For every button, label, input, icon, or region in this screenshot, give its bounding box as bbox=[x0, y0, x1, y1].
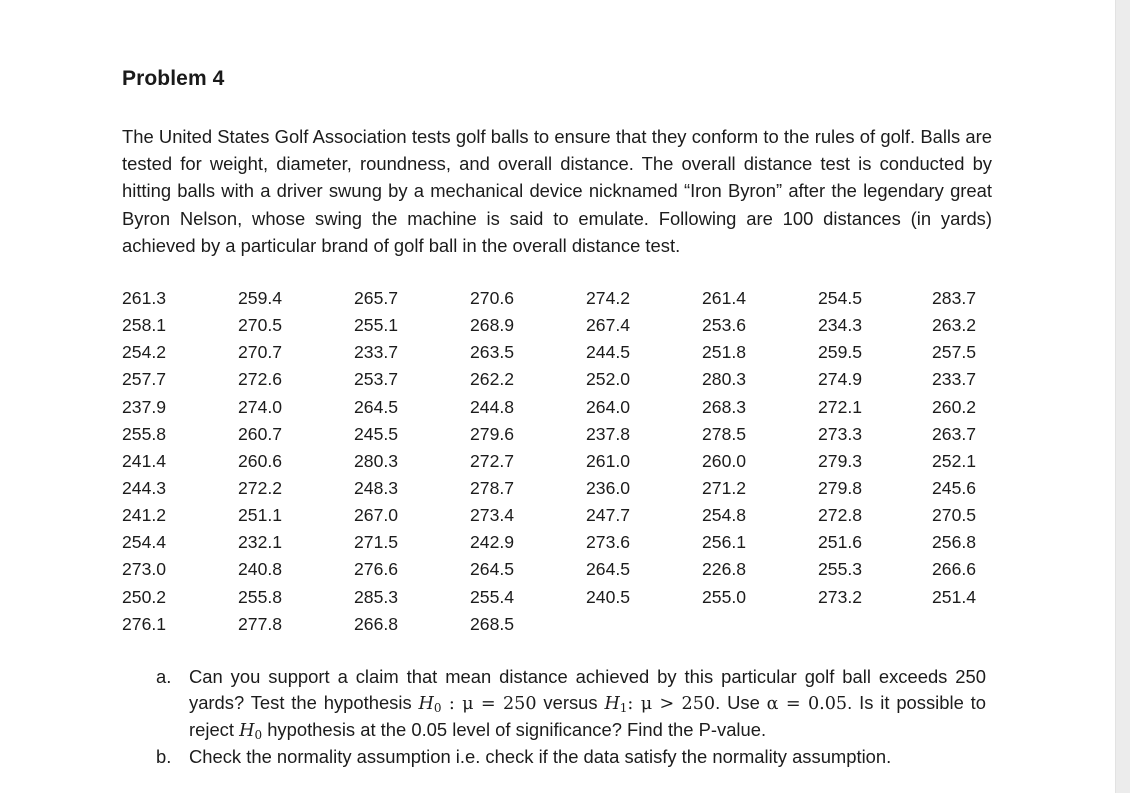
distance-cell: 265.7 bbox=[354, 288, 399, 309]
distance-cell: 272.2 bbox=[238, 478, 283, 499]
distance-cell: 279.8 bbox=[818, 478, 863, 499]
distance-cell: 256.1 bbox=[702, 532, 747, 553]
distance-cell bbox=[702, 611, 818, 638]
distance-table bbox=[122, 285, 992, 638]
distance-cell: 261.4 bbox=[702, 288, 747, 309]
distance-cell bbox=[818, 611, 932, 638]
table-row bbox=[122, 339, 992, 366]
distance-cell: 251.1 bbox=[238, 505, 283, 526]
distance-cell: 252.1 bbox=[932, 450, 977, 471]
distance-cell: 270.7 bbox=[238, 342, 283, 363]
distance-cell: 232.1 bbox=[238, 532, 283, 553]
distance-cell: 244.8 bbox=[470, 396, 515, 417]
distance-cell: 278.5 bbox=[702, 423, 747, 444]
distance-cell: 226.8 bbox=[702, 559, 747, 580]
distance-cell: 262.2 bbox=[470, 369, 515, 390]
distance-cell bbox=[586, 611, 702, 638]
distance-cell: 251.8 bbox=[702, 342, 747, 363]
null-hypothesis: $H_0$ : μ = 250 bbox=[418, 694, 537, 715]
distance-cell: 271.5 bbox=[354, 532, 399, 553]
distance-cell: 260.2 bbox=[932, 396, 977, 417]
distance-cell: 241.2 bbox=[122, 505, 167, 526]
distance-cell: 242.9 bbox=[470, 532, 515, 553]
distance-cell: 234.3 bbox=[818, 315, 863, 336]
table-row bbox=[122, 312, 992, 339]
question-a-versus: versus bbox=[536, 692, 605, 713]
question-a-part3: . Is it possible to reject bbox=[189, 692, 986, 740]
table-row bbox=[122, 448, 992, 475]
distance-cell: 255.4 bbox=[470, 586, 515, 607]
table-row bbox=[122, 529, 992, 556]
distance-cell: 245.6 bbox=[932, 478, 977, 499]
distance-cell: 251.6 bbox=[818, 532, 863, 553]
distance-cell: 272.6 bbox=[238, 369, 283, 390]
distance-cell: 251.4 bbox=[932, 586, 977, 607]
problem-title: Problem 4 bbox=[122, 67, 225, 90]
distance-cell: 280.3 bbox=[354, 450, 399, 471]
distance-cell: 270.6 bbox=[470, 288, 515, 309]
distance-cell: 264.5 bbox=[470, 559, 515, 580]
table-row bbox=[122, 475, 992, 502]
distance-cell: 268.5 bbox=[470, 613, 515, 634]
question-list bbox=[150, 664, 986, 770]
distance-cell: 272.7 bbox=[470, 450, 515, 471]
question-a bbox=[150, 664, 986, 744]
table-row bbox=[122, 502, 992, 529]
table-row bbox=[122, 366, 992, 393]
distance-cell: 247.7 bbox=[586, 505, 631, 526]
problem-intro: The United States Golf Association tests golf balls to ensure that they conform to the rules of golf. Balls are tested for weight, diameter, roundness, and overall distance. The overall distance test is conducted by hitting balls with a driver swung by a mechanical device nicknamed “Iron Byron” after the legendary great Byron Nelson, whose swing the machine is said to emulate. Following are 100 distances (in yards) achieved by a particular brand of golf ball in the overall distance test. bbox=[122, 126, 992, 256]
significance-level: α = 0.05 bbox=[766, 694, 848, 714]
distance-cell: 285.3 bbox=[354, 586, 399, 607]
distance-cell bbox=[932, 611, 992, 638]
distance-cell: 264.5 bbox=[354, 396, 399, 417]
distance-cell: 264.5 bbox=[586, 559, 631, 580]
distance-cell: 273.2 bbox=[818, 586, 863, 607]
question-a-part1: Can you support a claim that mean distance achieved by this particular golf ball exceeds 250 yards? Test the hypothesis bbox=[189, 666, 986, 713]
distance-cell: 274.2 bbox=[586, 288, 631, 309]
distance-cell: 261.0 bbox=[586, 450, 631, 471]
distance-cell: 272.1 bbox=[818, 396, 863, 417]
question-marker: a. bbox=[156, 666, 172, 687]
distance-cell: 258.1 bbox=[122, 315, 167, 336]
question-b-text: Check the normality assumption i.e. check if the data satisfy the normality assumption. bbox=[189, 746, 892, 767]
distance-cell: 253.6 bbox=[702, 315, 747, 336]
distance-cell: 268.9 bbox=[470, 315, 515, 336]
distance-cell: 255.8 bbox=[238, 586, 283, 607]
distance-cell: 277.8 bbox=[238, 613, 283, 634]
distance-cell: 254.2 bbox=[122, 342, 167, 363]
distance-cell: 255.1 bbox=[354, 315, 399, 336]
table-row bbox=[122, 394, 992, 421]
distance-cell: 237.8 bbox=[586, 423, 631, 444]
distance-cell: 236.0 bbox=[586, 478, 631, 499]
distance-cell: 263.5 bbox=[470, 342, 515, 363]
question-a-part2: . Use bbox=[715, 692, 767, 713]
question-b bbox=[150, 744, 986, 770]
distance-cell: 244.3 bbox=[122, 478, 167, 499]
distance-cell: 270.5 bbox=[238, 315, 283, 336]
distance-cell: 255.3 bbox=[818, 559, 863, 580]
distance-cell: 233.7 bbox=[932, 369, 977, 390]
distance-cell: 274.0 bbox=[238, 396, 283, 417]
distance-cell: 274.9 bbox=[818, 369, 863, 390]
distance-cell: 240.5 bbox=[586, 586, 631, 607]
table-row bbox=[122, 611, 992, 638]
distance-cell: 253.7 bbox=[354, 369, 399, 390]
distance-cell: 273.4 bbox=[470, 505, 515, 526]
distance-cell: 270.5 bbox=[932, 505, 977, 526]
distance-cell: 255.8 bbox=[122, 423, 167, 444]
distance-cell: 252.0 bbox=[586, 369, 631, 390]
distance-cell: 279.6 bbox=[470, 423, 515, 444]
distance-cell: 261.3 bbox=[122, 288, 167, 309]
distance-cell: 260.7 bbox=[238, 423, 283, 444]
distance-cell: 240.8 bbox=[238, 559, 283, 580]
question-a-part4: hypothesis at the 0.05 level of significance? Find the P-value. bbox=[262, 719, 767, 740]
distance-cell: 271.2 bbox=[702, 478, 747, 499]
distance-cell: 268.3 bbox=[702, 396, 747, 417]
distance-cell: 260.6 bbox=[238, 450, 283, 471]
distance-cell: 276.6 bbox=[354, 559, 399, 580]
question-marker: b. bbox=[156, 746, 172, 767]
distance-cell: 280.3 bbox=[702, 369, 747, 390]
distance-cell: 283.7 bbox=[932, 288, 977, 309]
distance-cell: 248.3 bbox=[354, 478, 399, 499]
table-row bbox=[122, 285, 992, 312]
distance-cell: 266.8 bbox=[354, 613, 399, 634]
distance-cell: 254.8 bbox=[702, 505, 747, 526]
distance-cell: 259.5 bbox=[818, 342, 863, 363]
distance-cell: 273.3 bbox=[818, 423, 863, 444]
null-hypothesis-ref: $H_0$ bbox=[239, 721, 263, 742]
distance-cell: 257.5 bbox=[932, 342, 977, 363]
distance-cell: 267.0 bbox=[354, 505, 399, 526]
distance-cell: 241.4 bbox=[122, 450, 167, 471]
distance-cell: 273.0 bbox=[122, 559, 167, 580]
distance-cell: 257.7 bbox=[122, 369, 167, 390]
distance-cell: 276.1 bbox=[122, 613, 167, 634]
distance-cell: 260.0 bbox=[702, 450, 747, 471]
table-row bbox=[122, 421, 992, 448]
table-row bbox=[122, 584, 992, 611]
distance-cell: 254.4 bbox=[122, 532, 167, 553]
distance-cell: 278.7 bbox=[470, 478, 515, 499]
distance-cell: 279.3 bbox=[818, 450, 863, 471]
distance-cell: 250.2 bbox=[122, 586, 167, 607]
distance-cell: 266.6 bbox=[932, 559, 977, 580]
distance-cell: 263.7 bbox=[932, 423, 977, 444]
distance-cell: 263.2 bbox=[932, 315, 977, 336]
distance-cell: 273.6 bbox=[586, 532, 631, 553]
question-a-text bbox=[189, 664, 986, 744]
distance-cell: 233.7 bbox=[354, 342, 399, 363]
distance-cell: 254.5 bbox=[818, 288, 863, 309]
distance-cell: 264.0 bbox=[586, 396, 631, 417]
table-row bbox=[122, 556, 992, 583]
distance-cell: 237.9 bbox=[122, 396, 167, 417]
distance-cell: 259.4 bbox=[238, 288, 283, 309]
distance-cell: 245.5 bbox=[354, 423, 399, 444]
distance-cell: 244.5 bbox=[586, 342, 631, 363]
scrollbar-track[interactable] bbox=[1115, 0, 1130, 793]
alternative-hypothesis: $H_1$: μ > 250 bbox=[604, 694, 716, 715]
distance-cell: 272.8 bbox=[818, 505, 863, 526]
distance-cell: 267.4 bbox=[586, 315, 631, 336]
distance-cell: 256.8 bbox=[932, 532, 977, 553]
distance-cell: 255.0 bbox=[702, 586, 747, 607]
